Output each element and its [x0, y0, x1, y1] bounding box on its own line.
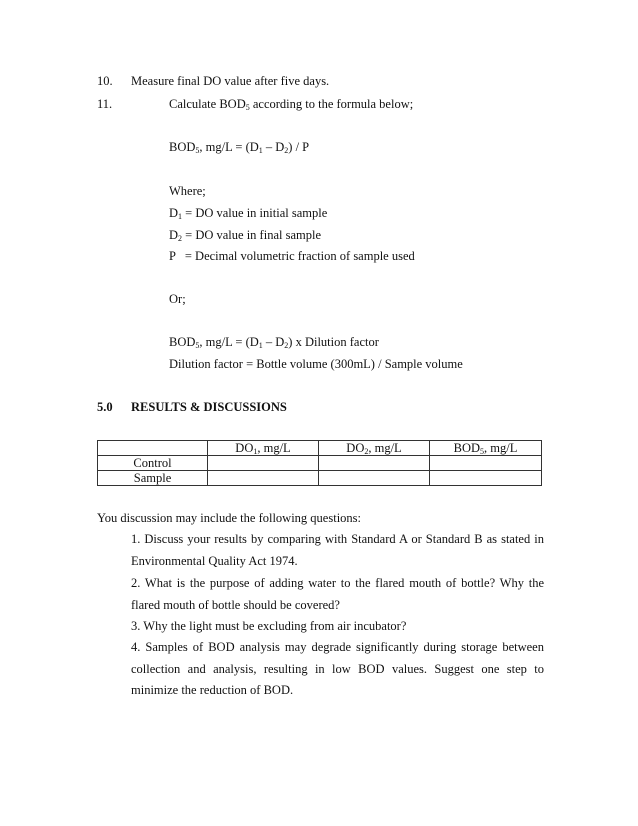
section-number: 5.0 — [97, 400, 113, 414]
table-cell — [208, 471, 319, 486]
row-label: Control — [98, 456, 208, 471]
step-number: 11. — [97, 97, 113, 111]
step-number: 10. — [97, 74, 113, 88]
table-header-cell: $BOD_5$, mg/L — [430, 441, 542, 456]
question-item: 1. Discuss your results by comparing with Standard A or Standard B as stated in Environmental Quality Act 1974. — [131, 532, 544, 568]
table-row — [98, 471, 542, 486]
question-item: 3. Why the light must be excluding from air incubator? — [131, 619, 407, 633]
definition-d2: $D_2$ = DO value in final sample — [169, 228, 321, 243]
definition-p: P = Decimal volumetric fraction of sample used — [169, 249, 415, 263]
bod-formula: $BOD_5$, $mg/L = (D_1 - D_2) / P$ — [169, 140, 310, 155]
row-label: Sample — [98, 471, 208, 486]
table-row — [98, 456, 542, 471]
table-cell — [319, 471, 430, 486]
table-cell — [319, 456, 430, 471]
bod-formula-dilution: $BOD_5$, $mg/L = (D_1 - D_2)$ x Dilution factor — [169, 335, 379, 350]
table-header-cell: $DO_1$, mg/L — [208, 441, 319, 456]
step-text: Measure final DO value after five days. — [131, 74, 330, 88]
table-header-cell: $DO_2$, mg/L — [319, 441, 430, 456]
question-item: 2. What is the purpose of adding water to the flared mouth of bottle? Why the flared mouth of bottle should be covered? — [131, 576, 544, 612]
dilution-factor-line: Dilution factor = Bottle volume (300mL) / Sample volume — [169, 357, 463, 371]
results-table — [97, 440, 542, 486]
or-label: Or; — [169, 292, 186, 306]
section-title: RESULTS & DISCUSSIONS — [131, 400, 287, 414]
definition-d1: $D_1$ = DO value in initial sample — [169, 206, 328, 221]
step-text: Calculate $BOD_5$ according to the formula below; — [169, 97, 414, 112]
table-cell — [430, 471, 542, 486]
table-cell — [208, 456, 319, 471]
where-label: Where; — [169, 184, 206, 198]
discussion-intro: You discussion may include the following questions: — [97, 511, 362, 525]
question-item: 4. Samples of BOD analysis may degrade significantly during storage between collection and analysis, resulting in low BOD values. Suggest one step to minimize the reduction of BOD. — [131, 640, 544, 697]
table-cell — [430, 456, 542, 471]
table-header-cell — [98, 441, 208, 456]
table-header-row — [98, 441, 542, 456]
